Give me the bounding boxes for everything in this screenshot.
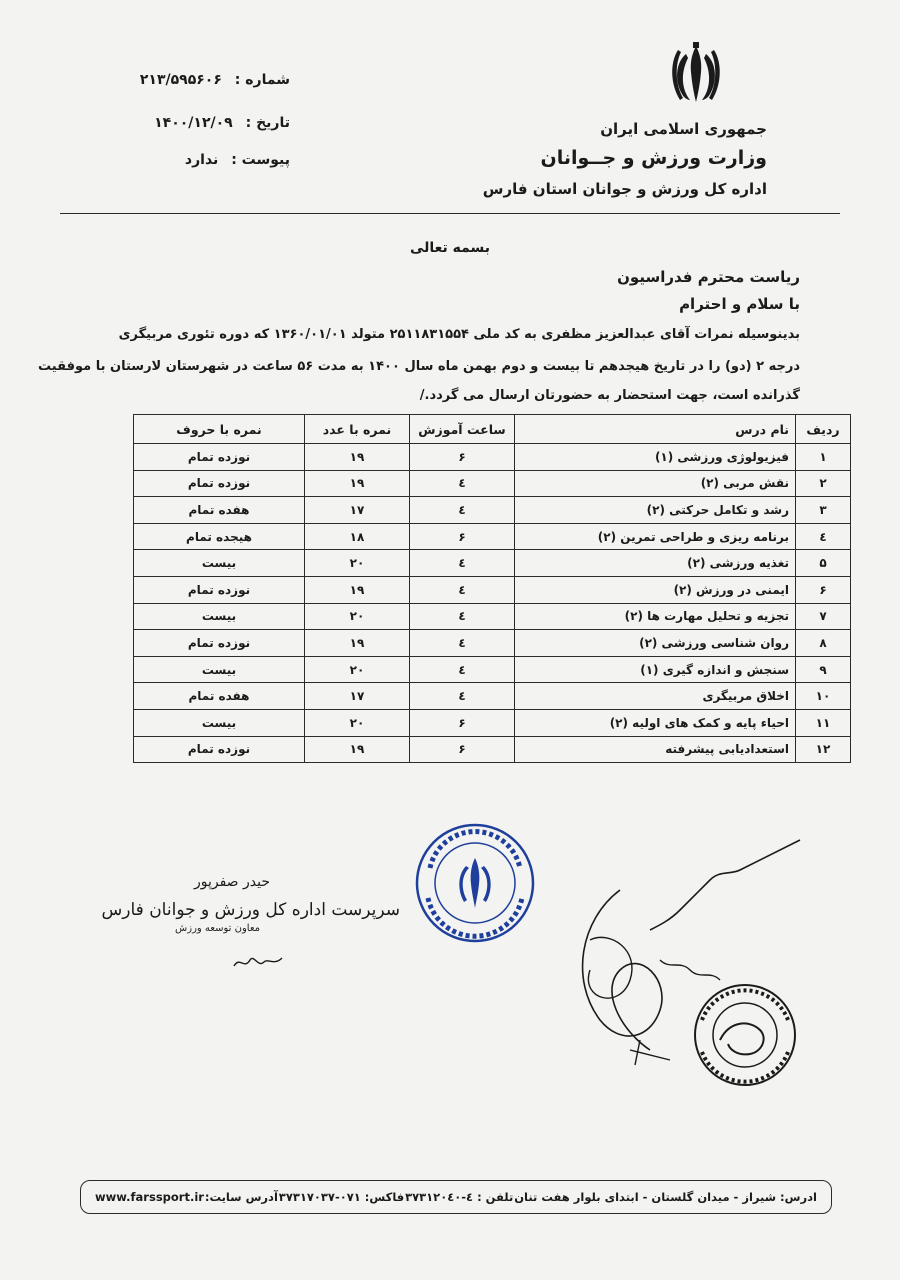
table-row <box>134 550 851 577</box>
table-row <box>134 709 851 736</box>
footer-phone: تلفن : ٤-۳۷۳۱۲۰٤۰ <box>405 1190 514 1204</box>
table-row <box>134 523 851 550</box>
cell-row-number: ۹ <box>796 656 851 683</box>
office-stamp-icon <box>690 980 800 1090</box>
greeting: با سلام و احترام <box>679 295 800 313</box>
cell-grade-number: ۲۰ <box>305 603 410 630</box>
signer-title: سرپرست اداره کل ورزش و جوانان فارس <box>101 900 400 920</box>
cell-grade-number: ۲۰ <box>305 709 410 736</box>
cell-course-name: استعدادیابی پیشرفته <box>515 736 796 763</box>
footer-contact-bar <box>80 1180 832 1214</box>
table-row <box>134 656 851 683</box>
table-row <box>134 683 851 710</box>
table-row <box>134 736 851 763</box>
bismillah: بسمه تعالی <box>409 240 491 256</box>
number-value: ۲۱۳/۵۹۵۶۰۶ <box>139 72 222 88</box>
cell-grade-number: ۱۹ <box>305 630 410 657</box>
cell-hours: ٤ <box>410 550 515 577</box>
ministry-name: وزارت ورزش و جــوانان <box>540 147 767 169</box>
body-line-1: بدینوسیله نمرات آقای عبدالعزیز مظفری به کد ملی ۲۵۱۱۸۳۱۵۵۴ متولد ۱۳۶۰/۰۱/۰۱ که دوره تئوری مربیگری <box>118 327 800 342</box>
cell-course-name: احیاء پایه و کمک های اولیه (۲) <box>515 709 796 736</box>
table-row <box>134 576 851 603</box>
signer-name: حیدر صفرپور <box>193 874 270 890</box>
cell-grade-words: هفده تمام <box>134 683 305 710</box>
date-value: ۱۴۰۰/۱۲/۰۹ <box>154 115 233 131</box>
attachment-label: پیوست : <box>231 152 290 168</box>
cell-grade-words: بیست <box>134 550 305 577</box>
cell-course-name: رشد و تکامل حرکتی (۲) <box>515 497 796 524</box>
office-name: اداره کل ورزش و جوانان استان فارس <box>482 180 767 198</box>
cell-hours: ٤ <box>410 630 515 657</box>
header-hours: ساعت آموزش <box>410 415 515 444</box>
cell-grade-words: نوزده تمام <box>134 630 305 657</box>
cell-grade-number: ۱۹ <box>305 576 410 603</box>
country-name: جمهوری اسلامی ایران <box>600 120 767 138</box>
cell-row-number: ۵ <box>796 550 851 577</box>
cell-grade-words: بیست <box>134 603 305 630</box>
cell-hours: ۶ <box>410 523 515 550</box>
cell-course-name: تغذیه ورزشی (۲) <box>515 550 796 577</box>
cell-hours: ٤ <box>410 497 515 524</box>
addressee: ریاست محترم فدراسیون <box>617 268 800 286</box>
cell-grade-words: نوزده تمام <box>134 576 305 603</box>
cell-row-number: ۸ <box>796 630 851 657</box>
grades-table <box>133 414 851 763</box>
footer-site-label: آدرس سایت: <box>204 1190 278 1204</box>
cell-row-number: ۱۰ <box>796 683 851 710</box>
cell-grade-words: هفده تمام <box>134 497 305 524</box>
initials-signature-icon <box>230 950 290 974</box>
cell-grade-number: ۱۹ <box>305 444 410 471</box>
cell-grade-words: بیست <box>134 656 305 683</box>
cell-course-name: برنامه ریزی و طراحی تمرین (۲) <box>515 523 796 550</box>
body-line-3: گذرانده است، جهت استحضار به حضورتان ارسال می گردد./ <box>419 388 800 403</box>
attachment-value: ندارد <box>184 152 219 168</box>
cell-grade-number: ۱۹ <box>305 470 410 497</box>
header-row-number: ردیف <box>796 415 851 444</box>
table-row <box>134 444 851 471</box>
ministry-stamp-icon <box>410 818 540 948</box>
date-label: تاریخ : <box>245 115 290 131</box>
footer-fax: فاکس: ۰۷۱-۳۷۳۱۷۰۳۷ <box>278 1190 405 1204</box>
cell-course-name: تجزیه و تحلیل مهارت ها (۲) <box>515 603 796 630</box>
cell-course-name: نقش مربی (۲) <box>515 470 796 497</box>
cell-hours: ۶ <box>410 736 515 763</box>
header-course-name: نام درس <box>515 415 796 444</box>
letter-number <box>120 72 290 88</box>
table-row <box>134 603 851 630</box>
cell-row-number: ۱ <box>796 444 851 471</box>
cell-hours: ٤ <box>410 656 515 683</box>
cell-hours: ٤ <box>410 576 515 603</box>
table-row <box>134 497 851 524</box>
letter-date <box>120 115 290 131</box>
header-grade-number: نمره با عدد <box>305 415 410 444</box>
cell-row-number: ۷ <box>796 603 851 630</box>
cell-course-name: ایمنی در ورزش (۲) <box>515 576 796 603</box>
number-label: شماره : <box>234 72 290 88</box>
table-row <box>134 630 851 657</box>
cell-row-number: ۱۱ <box>796 709 851 736</box>
cell-hours: ٤ <box>410 603 515 630</box>
letter-attachment <box>120 152 290 168</box>
cell-hours: ۶ <box>410 709 515 736</box>
footer-address: ادرس: شیراز - میدان گلستان - ابتدای بلوار هفت تنان <box>514 1190 817 1204</box>
cell-grade-number: ۲۰ <box>305 656 410 683</box>
cell-hours: ٤ <box>410 470 515 497</box>
cell-grade-words: نوزده تمام <box>134 470 305 497</box>
cell-grade-number: ۱۹ <box>305 736 410 763</box>
body-line-2: درجه ۲ (دو) را در تاریخ هیجدهم تا بیست و دوم بهمن ماه سال ۱۴۰۰ به مدت ۵۶ ساعت در شهرستان لارستان با موفقیت <box>38 359 800 374</box>
cell-course-name: اخلاق مربیگری <box>515 683 796 710</box>
iran-emblem-icon <box>664 40 728 110</box>
cell-row-number: ۳ <box>796 497 851 524</box>
cell-hours: ۶ <box>410 444 515 471</box>
cell-grade-number: ۱۷ <box>305 497 410 524</box>
cell-row-number: ۲ <box>796 470 851 497</box>
cell-grade-words: هیجده تمام <box>134 523 305 550</box>
cell-grade-number: ۱۷ <box>305 683 410 710</box>
signer-subtitle: معاون توسعه ورزش <box>175 923 260 934</box>
cell-course-name: روان شناسی ورزشی (۲) <box>515 630 796 657</box>
cell-grade-number: ۱۸ <box>305 523 410 550</box>
table-header-row <box>134 415 851 444</box>
cell-course-name: سنجش و اندازه گیری (۱) <box>515 656 796 683</box>
cell-grade-words: بیست <box>134 709 305 736</box>
cell-course-name: فیزیولوژی ورزشی (۱) <box>515 444 796 471</box>
header-divider <box>60 213 840 214</box>
cell-hours: ٤ <box>410 683 515 710</box>
cell-grade-words: نوزده تمام <box>134 444 305 471</box>
cell-grade-number: ۲۰ <box>305 550 410 577</box>
cell-row-number: ۱۲ <box>796 736 851 763</box>
cell-grade-words: نوزده تمام <box>134 736 305 763</box>
header-grade-words: نمره با حروف <box>134 415 305 444</box>
table-row <box>134 470 851 497</box>
cell-row-number: ٤ <box>796 523 851 550</box>
cell-row-number: ۶ <box>796 576 851 603</box>
footer-website-link[interactable]: www.farssport.ir <box>95 1190 204 1204</box>
